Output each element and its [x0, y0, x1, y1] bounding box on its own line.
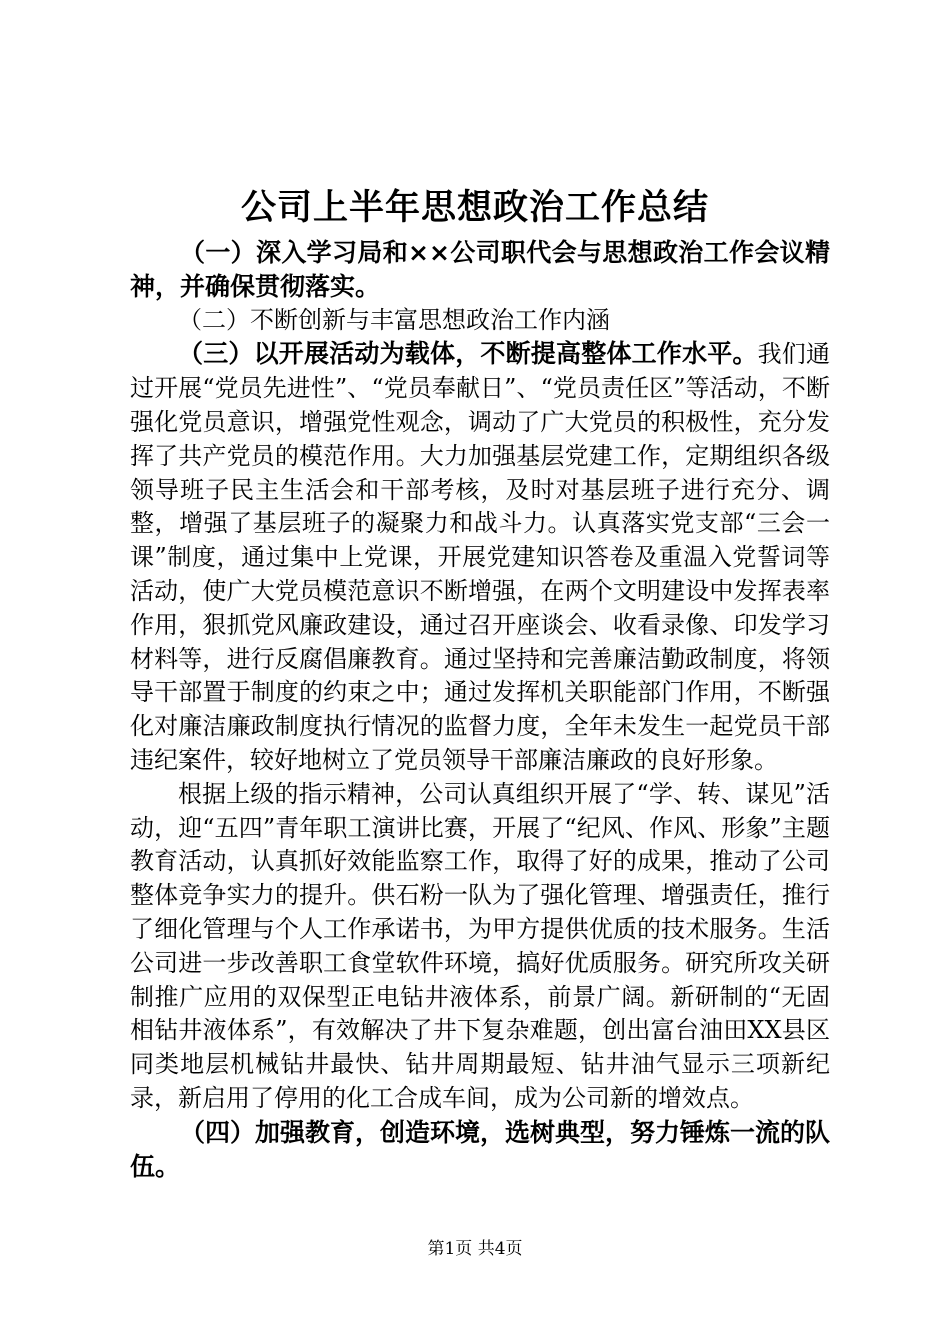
section-3-text: 我们通过开展“党员先进性”、“党员奉献日”、“党员责任区”等活动，不断强化党员意识，增强党性观念，调动了广大党员的积极性，充分发挥了共产党员的模范作用。大力加强基层党建工作，定期组织各级领导班子民主生活会和干部考核，及时对基层班子进行充分、调整，增强了基层班子的凝聚力和战斗力。认真落实党支部“三会一课”制度，通过集中上党课，开展党建知识答卷及重温入党誓词等活动，使广大党员模范意识不断增强，在两个文明建设中发挥表率作用，狠抓党风廉政建设，通过召开座谈会、收看录像、印发学习材料等，进行反腐倡廉教育。通过坚持和完善廉洁勤政制度，将领导干部置于制度的约束之中；通过发挥机关职能部门作用，不断强化对廉洁廉政制度执行情况的监督力度，全年未发生一起党员干部违纪案件，较好地树立了党员领导干部廉洁廉政的良好形象。: [130, 340, 830, 774]
document-body: [130, 236, 830, 1183]
section-1: （一）深入学习局和××公司职代会与思想政治工作会议精神，并确保贯彻落实。: [130, 238, 830, 301]
section-4: （四）加强教育，创造环境，选树典型，努力锤炼一流的队伍。: [130, 1117, 831, 1181]
section-3: [130, 337, 830, 777]
section-3-continuation: 根据上级的指示精神，公司认真组织开展了“学、转、谋见”活动，迎“五四”青年职工演讲比赛，开展了“纪风、作风、形象”主题教育活动，认真抓好效能监察工作，取得了好的成果，推动了公司整体竞争实力的提升。供石粉一队为了强化管理、增强责任，推行了细化管理与个人工作承诺书，为甲方提供优质的技术服务。生活公司进一步改善职工食堂软件环境，搞好优质服务。研究所攻关研制推广应用的双保型正电钻井液体系，前景广阔。新研制的“无固相钻井液体系”，有效解决了井下复杂难题，创出富台油田XX县区同类地层机械钻井最快、钻井周期最短、钻井油气显示三项新纪录，新启用了停用的化工合成车间，成为公司新的增效点。: [130, 779, 830, 1112]
section-3-lead: （三）以开展活动为载体，不断提高整体工作水平。: [178, 339, 758, 369]
document-title: 公司上半年思想政治工作总结: [240, 188, 709, 228]
page-footer: 第1页 共4页: [427, 1239, 523, 1259]
section-2: （二）不断创新与丰富思想政治工作内涵: [178, 305, 610, 334]
